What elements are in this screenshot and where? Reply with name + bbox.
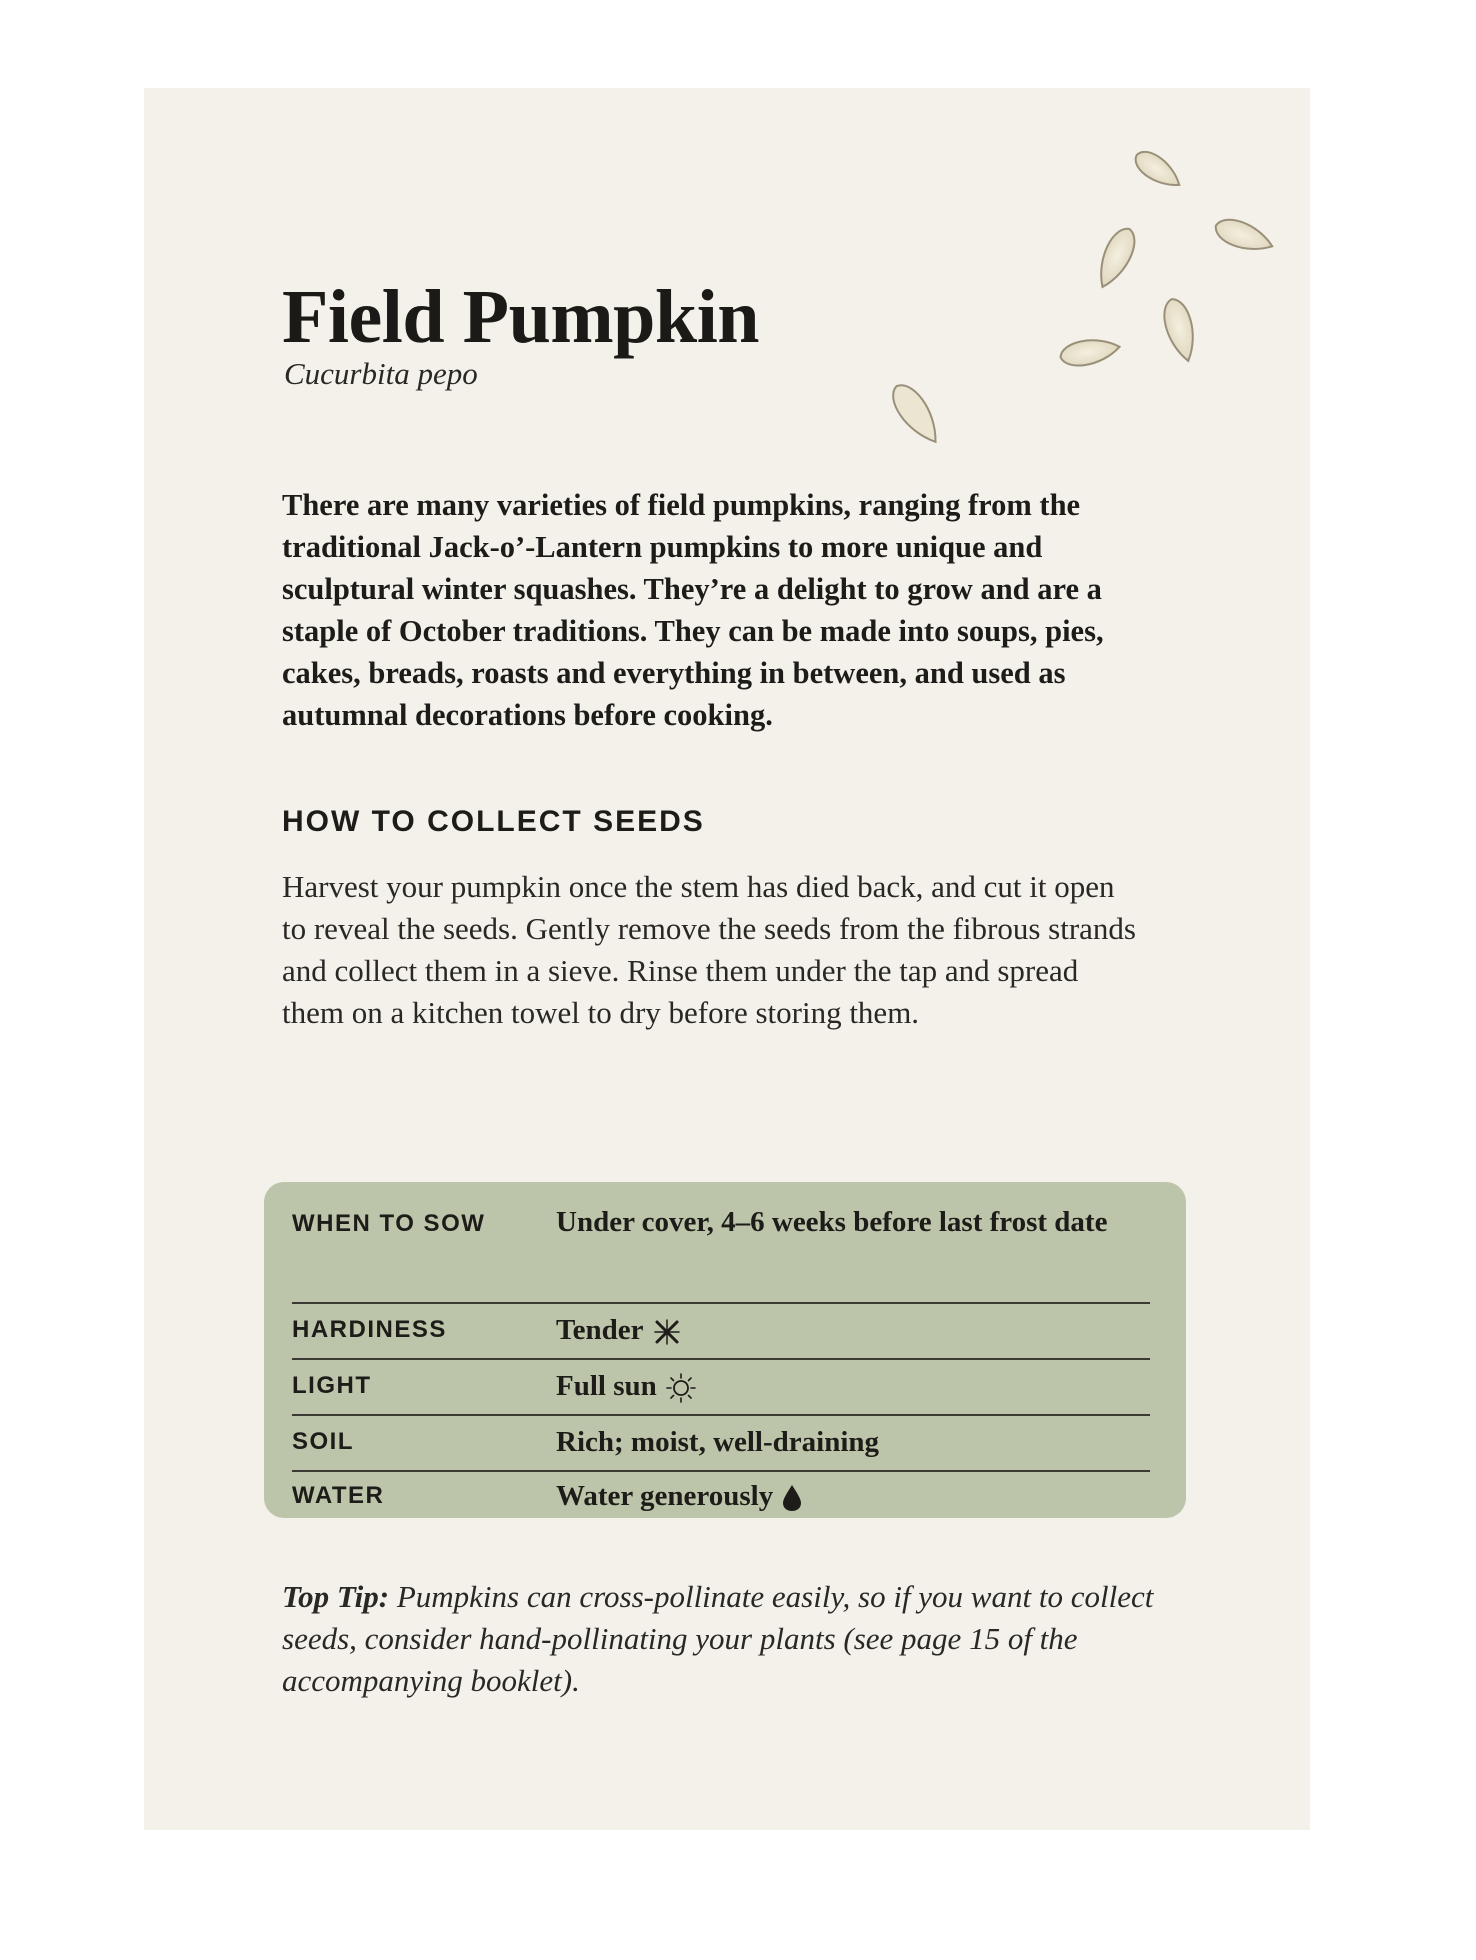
fact-label: SOIL xyxy=(292,1428,355,1455)
fact-value: Rich; moist, well-draining xyxy=(556,1426,880,1458)
fact-value: Under cover, 4–6 weeks before last frost date xyxy=(556,1206,1108,1238)
sun-icon xyxy=(665,1372,697,1404)
frost-icon xyxy=(652,1317,682,1347)
top-tip-text: Pumpkins can cross-pollinate easily, so if you want to collect seeds, consider hand-pollinating your plants (see page 15 of the accompanying booklet). xyxy=(282,1579,1154,1698)
fact-row-soil xyxy=(292,1416,1150,1472)
section-heading-collect-seeds: HOW TO COLLECT SEEDS xyxy=(282,805,705,838)
fact-row-light xyxy=(292,1360,1150,1416)
seed-shape xyxy=(1159,296,1200,364)
fact-label: LIGHT xyxy=(292,1372,372,1399)
collect-seeds-text: Harvest your pumpkin once the stem has died back, and cut it open to reveal the seeds. Gently remove the seeds from the fibrous strands and collect them in a sieve. Rinse them under the tap and spread them on a kitchen towel to dry before storing them. xyxy=(282,869,1136,1030)
fact-row-hardiness xyxy=(292,1304,1150,1360)
fact-value: Water generously xyxy=(556,1480,774,1512)
latin-name: Cucurbita pepo xyxy=(284,356,478,391)
seed-shape xyxy=(1212,214,1277,258)
water-drop-icon xyxy=(781,1483,803,1513)
fact-label: WHEN TO SOW xyxy=(292,1210,486,1237)
fact-value: Full sun xyxy=(556,1370,657,1402)
fact-label: WATER xyxy=(292,1482,385,1509)
fact-row-water xyxy=(292,1472,1150,1518)
pumpkin-seeds-illustration xyxy=(1030,130,1300,470)
seed-shape xyxy=(1091,224,1141,293)
fact-row-sow xyxy=(292,1202,1150,1304)
plant-description: There are many varieties of field pumpkins, ranging from the traditional Jack-o’-Lantern pumpkins to more unique and sculptural winter squashes. They’re a delight to grow and are a staple of October traditions. They can be made into soups, pies, cakes, breads, roasts and everything in between, and used as autumnal decorations before cooking. xyxy=(282,488,1104,732)
fact-value: Tender xyxy=(556,1314,644,1346)
page-title: Field Pumpkin xyxy=(282,275,760,359)
growing-facts-panel xyxy=(264,1182,1186,1518)
pumpkin-seed-lone xyxy=(870,370,960,460)
seed-shape xyxy=(1130,146,1186,194)
seed-shape xyxy=(1058,335,1121,369)
top-tip xyxy=(282,1576,1182,1702)
fact-label: HARDINESS xyxy=(292,1316,447,1343)
top-tip-label: Top Tip: xyxy=(282,1579,390,1614)
